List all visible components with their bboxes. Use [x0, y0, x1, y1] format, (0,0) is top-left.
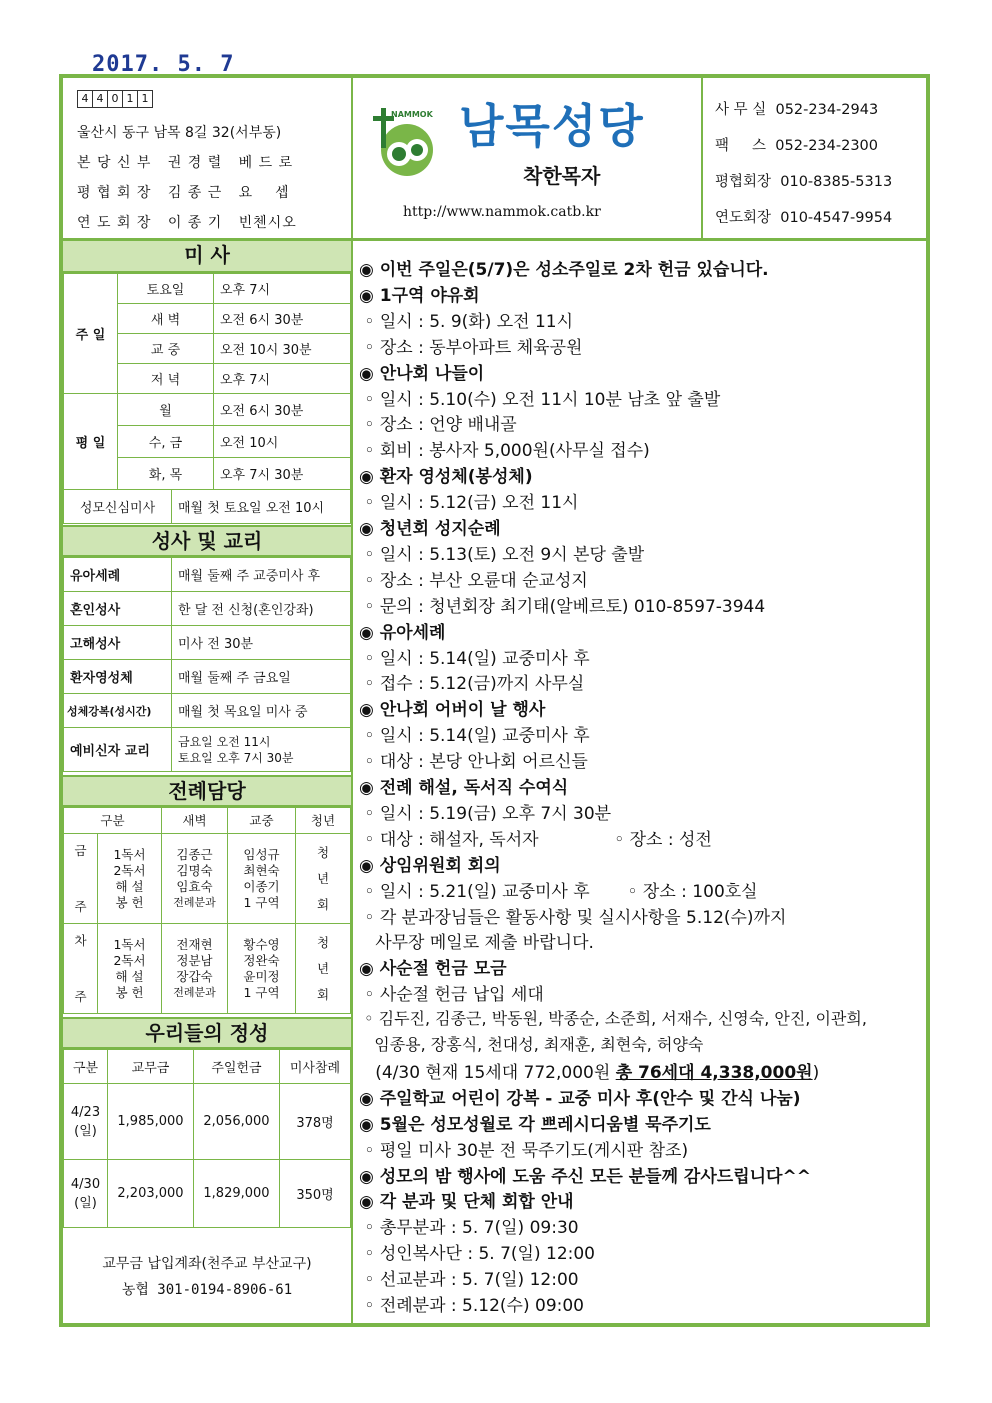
notice-item: ◦ 총무분과 : 5. 7(일) 09:30: [359, 1218, 579, 1239]
week-label: 금 주: [64, 834, 98, 924]
offering-dues: 2,203,000: [108, 1160, 194, 1228]
sacrament-desc-line: 금요일 오전 11시: [178, 734, 271, 749]
notice-item: ◦ 일시 : 5. 9(화) 오전 11시: [359, 311, 574, 332]
parish-subtitle: 착한목자: [523, 164, 601, 188]
staff-row: 평 협 회 장 김 종 근 요 셉: [77, 185, 290, 201]
sacraments-table: [63, 557, 351, 772]
notice-item: ◦ 전례분과 : 5.12(수) 09:00: [359, 1296, 584, 1316]
notice-item: ◦ 문의 : 청년회장 최기태(알베르토) 010-8597-3944: [359, 596, 766, 617]
contact-row: 사 무 실 052-234-2943: [715, 102, 879, 118]
notice-item: ◦ 김두진, 김종근, 박동원, 박종순, 소준희, 서재수, 신영숙, 안진, 이관희,: [359, 1009, 867, 1029]
mass-time: 오전 6시 30분: [214, 304, 351, 334]
notice-item: ◦ 각 분과장님들은 활동사항 및 실시사항을 5.12(수)까지: [359, 907, 787, 928]
sacrament-desc-line: 토요일 오후 7시 30분: [178, 750, 294, 765]
dawn-names: 전재현 정분남 장갑숙 전례분과: [162, 924, 228, 1014]
offering-sunday: 1,829,000: [194, 1160, 280, 1228]
main-names: 황수영 정완숙 윤미정 1 구역: [228, 924, 296, 1014]
account-line: 농협 301-0194-8906-61: [121, 1282, 293, 1298]
sacrament-name: 혼인성사: [64, 592, 172, 626]
notice-item: ◦ 일시 : 5.12(금) 오전 11시: [359, 493, 579, 514]
mass-time: 오후 7시: [214, 274, 351, 304]
youth: 청 년 회: [296, 924, 351, 1014]
special-mass-time: 매월 첫 토요일 오전 10시: [172, 490, 351, 524]
parish-info: [63, 78, 353, 241]
mass-time: 오전 10시 30분: [214, 334, 351, 364]
masthead: [353, 78, 703, 241]
postal-digit: 4: [92, 90, 108, 108]
mass-time: 오전 6시 30분: [214, 394, 351, 426]
sacraments-title: 성사 및 교리: [63, 525, 351, 557]
sacrament-name: 성체강복(성시간): [64, 694, 172, 728]
mass-time: 오전 10시: [214, 426, 351, 458]
offering-attend: 350명: [280, 1160, 351, 1228]
notice-item: ◦ 성인복사단 : 5. 7(일) 12:00: [359, 1244, 596, 1265]
mass-day: 수, 금: [118, 426, 214, 458]
notice-heading: ◉ 주일학교 어린이 강복 - 교중 미사 후(안수 및 간식 나눔): [359, 1088, 801, 1109]
main-names: 임성규 최현숙 이종기 1 구역: [228, 834, 296, 924]
sacrament-desc: 매월 둘째 주 금요일: [172, 660, 351, 694]
parish-title: 남목성당: [459, 99, 645, 153]
notice-heading: ◉ 성모의 밤 행사에 도움 주신 모든 분들께 감사드립니다^^: [359, 1166, 811, 1187]
offering-table: [63, 1049, 351, 1228]
notice-item: ◦ 접수 : 5.12(금)까지 사무실: [359, 674, 585, 695]
offering-header: 미사참례: [280, 1050, 351, 1084]
sacrament-desc: 매월 둘째 주 교중미사 후: [172, 558, 351, 592]
account-line: 교무금 납입계좌(천주교 부산교구): [102, 1256, 312, 1272]
postal-digit: 4: [77, 90, 93, 108]
notice-heading: ◉ 5월은 성모성월로 각 쁘레시디움별 묵주기도: [359, 1114, 711, 1135]
offering-header: 교무금: [108, 1050, 194, 1084]
mass-table: [63, 273, 351, 490]
offering-header: 주일헌금: [194, 1050, 280, 1084]
offering-date: 4/30 (일): [64, 1160, 108, 1228]
liturgy-header: 교중: [228, 808, 296, 834]
postal-digit: 0: [107, 90, 123, 108]
mass-time: 오후 7시 30분: [214, 458, 351, 490]
left-column: [63, 241, 353, 1323]
roles: 1독서 2독서 해 설 봉 헌: [98, 834, 162, 924]
notice-item: ◦ 일시 : 5.10(수) 오전 11시 10분 남초 앞 출발: [359, 389, 721, 410]
notice-item: ◦ 선교분과 : 5. 7(일) 12:00: [359, 1270, 579, 1291]
sacrament-name: 유아세례: [64, 558, 172, 592]
notice-heading: ◉ 이번 주일은(5/7)은 성소주일로 2차 헌금 있습니다.: [359, 260, 769, 280]
liturgy-table: [63, 807, 351, 1014]
account-info: [63, 1251, 351, 1303]
notice-heading: ◉ 환자 영성체(봉성체): [359, 467, 533, 488]
contact-row: 평협회장 010-8385-5313: [715, 174, 893, 190]
notice-item: ◦ 회비 : 봉사자 5,000원(사무실 접수): [359, 441, 650, 462]
sacrament-desc: [172, 728, 351, 772]
sacrament-name: 예비신자 교리: [64, 728, 172, 772]
liturgy-header: 구분: [64, 808, 162, 834]
notice-item: ◦ 장소 : 부산 오륜대 순교성지: [359, 570, 588, 591]
notice-heading: ◉ 청년회 성지순례: [359, 519, 501, 539]
notice-item: ◦ 일시 : 5.21(일) 교중미사 후 ◦ 장소 : 100호실: [359, 881, 758, 902]
notice-item: ◦ 사순절 헌금 납입 세대: [359, 985, 544, 1006]
special-mass-label: 성모신심미사: [64, 490, 172, 524]
notice-total-line: (4/30 현재 15세대 772,000원 총 76세대 4,338,000원): [359, 1062, 820, 1083]
notice-item: 사무장 메일로 제출 바랍니다.: [359, 933, 594, 954]
week-label: 차 주: [64, 924, 98, 1014]
staff-row: 연 도 회 장 이 종 기 빈첸시오: [77, 215, 297, 231]
weekday-label: 평 일: [64, 394, 118, 490]
notice-heading: ◉ 안나회 어버이 날 행사: [359, 700, 546, 721]
mass-day: 화, 목: [118, 458, 214, 490]
notice-heading: ◉ 전례 해설, 독서직 수여식: [359, 778, 569, 798]
mass-day: 토요일: [118, 274, 214, 304]
notice-heading: ◉ 사순절 헌금 모금: [359, 959, 507, 980]
youth: 청 년 회: [296, 834, 351, 924]
notice-item: ◦ 일시 : 5.13(토) 오전 9시 본당 출발: [359, 544, 645, 565]
notices-column: [353, 241, 926, 1323]
offering-date: 4/23 (일): [64, 1084, 108, 1160]
offering-header: 구분: [64, 1050, 108, 1084]
contact-row: 연도회장 010-4547-9954: [715, 210, 893, 226]
liturgy-header: 청년: [296, 808, 351, 834]
mass-title: 미 사: [63, 241, 351, 273]
postal-digit: 1: [122, 90, 138, 108]
mass-day: 새 벽: [118, 304, 214, 334]
notice-item: ◦ 장소 : 동부아파트 체육공원: [359, 337, 583, 358]
sacrament-desc: 매월 첫 목요일 미사 중: [172, 694, 351, 728]
notice-heading: ◉ 안나회 나들이: [359, 363, 485, 384]
postal-code: [77, 90, 152, 108]
notice-item: ◦ 일시 : 5.19(금) 오후 7시 30분: [359, 803, 612, 824]
mass-day: 월: [118, 394, 214, 426]
contacts: [703, 78, 926, 241]
bulletin-frame: [59, 74, 930, 1327]
offering-attend: 378명: [280, 1084, 351, 1160]
address: 울산시 동구 남목 8길 32(서부동): [77, 125, 282, 141]
sunday-label: 주 일: [64, 274, 118, 394]
sacrament-desc: 미사 전 30분: [172, 626, 351, 660]
sacrament-name: 고해성사: [64, 626, 172, 660]
contact-row: 팩 스 052-234-2300: [715, 138, 878, 154]
sacrament-name: 환자영성체: [64, 660, 172, 694]
bulletin-date: 2017. 5. 7: [92, 52, 235, 77]
staff-row: 본 당 신 부 권 경 렬 베 드 로: [77, 155, 294, 171]
mass-day: 교 중: [118, 334, 214, 364]
offering-title: 우리들의 정성: [63, 1017, 351, 1049]
mass-day: 저 녁: [118, 364, 214, 394]
notice-heading: ◉ 상임위원회 회의: [359, 855, 501, 876]
dawn-names: 김종근 김명숙 임효숙 전례분과: [162, 834, 228, 924]
liturgy-title: 전례담당: [63, 775, 351, 807]
offering-dues: 1,985,000: [108, 1084, 194, 1160]
parish-url[interactable]: http://www.nammok.catb.kr: [403, 204, 601, 220]
notice-item: 임종용, 장홍식, 천대성, 최재훈, 최현숙, 허양숙: [359, 1035, 704, 1054]
logo-text: NAMMOK: [391, 110, 433, 119]
sacrament-desc: 한 달 전 신청(혼인강좌): [172, 592, 351, 626]
notice-heading: ◉ 1구역 야유회: [359, 285, 480, 306]
offering-sunday: 2,056,000: [194, 1084, 280, 1160]
notice-heading: ◉ 각 분과 및 단체 회합 안내: [359, 1192, 574, 1213]
mass-time: 오후 7시: [214, 364, 351, 394]
notice-item: ◦ 일시 : 5.14(일) 교중미사 후: [359, 726, 590, 747]
notice-item: ◦ 일시 : 5.14(일) 교중미사 후: [359, 648, 590, 669]
roles: 1독서 2독서 해 설 봉 헌: [98, 924, 162, 1014]
notice-heading: ◉ 유아세례: [359, 622, 446, 643]
notice-item: ◦ 장소 : 언양 배내골: [359, 415, 517, 436]
postal-digit: 1: [137, 90, 153, 108]
notice-item: ◦ 대상 : 본당 안나회 어르신들: [359, 752, 588, 773]
notice-item: ◦ 평일 미사 30분 전 묵주기도(게시판 참조): [359, 1140, 689, 1161]
liturgy-header: 새벽: [162, 808, 228, 834]
special-mass-table: [63, 489, 351, 524]
notice-item: ◦ 대상 : 해설자, 독서자 ◦ 장소 : 성전: [359, 829, 712, 850]
